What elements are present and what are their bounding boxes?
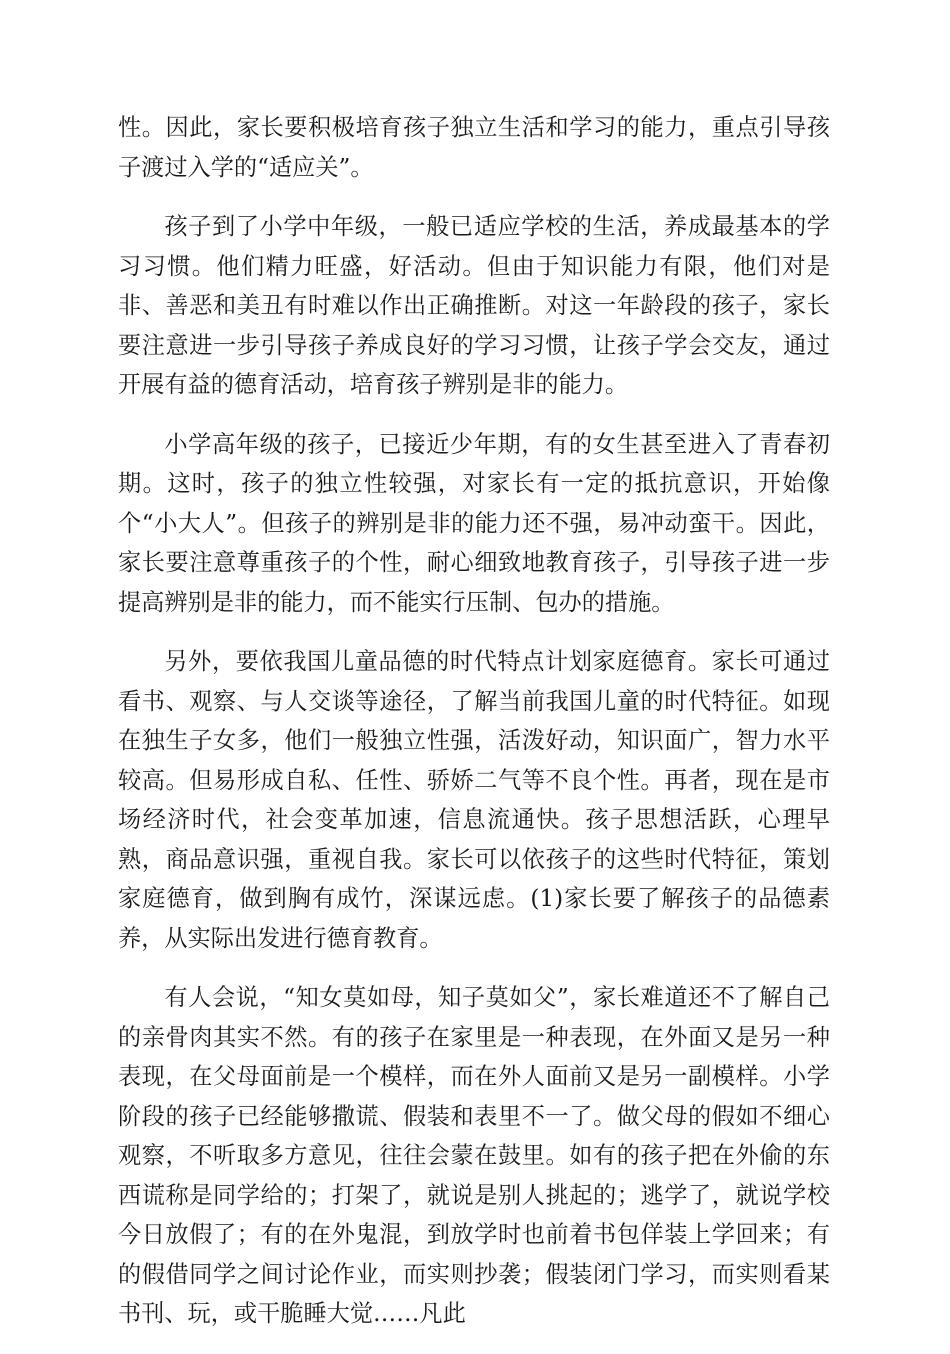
paragraph-3: 小学高年级的孩子，已接近少年期，有的女生甚至进入了青春初期。这时，孩子的独立性较强，对家长有一定的抵抗意识，开始像个“小大人”。但孩子的辨别是非的能力还不强，易冲动蛮干。因此，家长要注意尊重孩子的个性，耐心细致地教育孩子，引导孩子进一步提高辨别是非的能力，而不能实行压制、包办的措施。 [118, 430, 830, 616]
paragraph-4: 另外，要依我国儿童品德的时代特点计划家庭德育。家长可通过看书、观察、与人交谈等途径，了解当前我国儿童的时代特征。如现在独生子女多，他们一般独立性强，活泼好动，知识面广，智力水平较高。但易形成自私、任性、骄娇二气等不良个性。再者，现在是市场经济时代，社会变革加速，信息流通快。孩子思想活跃，心理早熟，商品意识强，重视自我。家长可以依孩子的这些时代特征，策划家庭德育，做到胸有成竹，深谋远虑。(1)家长要了解孩子的品德素养，从实际出发进行德育教育。 [118, 648, 830, 952]
body-text [118, 108, 830, 1354]
paragraph-5: 有人会说，“知女莫如母，知子莫如父”，家长难道还不了解自己的亲骨肉其实不然。有的孩子在家里是一种表现，在外面又是另一种表现，在父母面前是一个模样，而在外人面前又是另一副模样。小学阶段的孩子已经能够撒谎、假装和表里不一了。做父母的假如不细心观察，不听取多方意见，往往会蒙在鼓里。如有的孩子把在外偷的东西谎称是同学给的；打架了，就说是别人挑起的；逃学了，就说学校今日放假了；有的在外鬼混，到放学时也前着书包佯装上学回来；有的假借同学之间讨论作业，而实则抄袭；假装闭门学习，而实则看某书刊、玩，或干脆睡大觉……凡此 [118, 984, 830, 1327]
paragraph-1: 性。因此，家长要积极培育孩子独立生活和学习的能力，重点引导孩子渡过入学的“适应关”。 [118, 114, 830, 181]
paragraph-2: 孩子到了小学中年级，一般已适应学校的生活，养成最基本的学习习惯。他们精力旺盛，好活动。但由于知识能力有限，他们对是非、善恶和美丑有时难以作出正确推断。对这一年龄段的孩子，家长要注意进一步引导孩子养成良好的学习习惯，让孩子学会交友，通过开展有益的德育活动，培育孩子辨别是非的能力。 [118, 213, 830, 398]
